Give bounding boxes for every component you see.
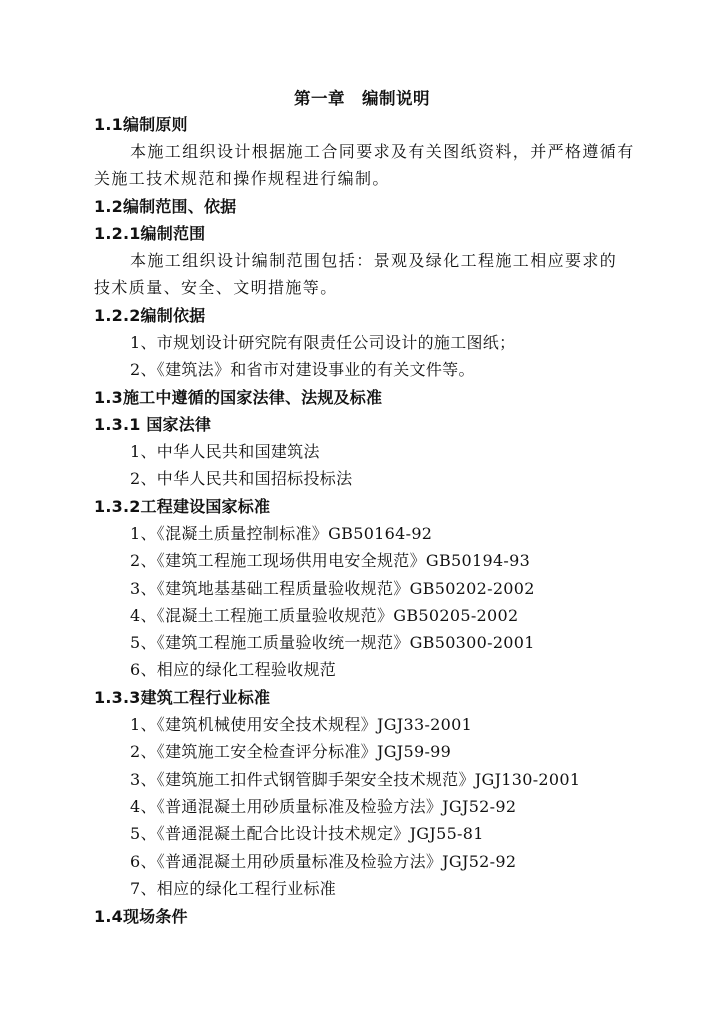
list-item: 1、《建筑机械使用安全技术规程》JGJ33-2001 <box>130 715 473 734</box>
list-item: 1、《混凝土质量控制标准》GB50164-92 <box>130 524 433 543</box>
list-item: 1、市规划设计研究院有限责任公司设计的施工图纸； <box>130 333 516 352</box>
list-item: 3、《建筑地基基础工程质量验收规范》GB50202-2002 <box>130 579 535 598</box>
list-item: 6、相应的绿化工程验收规范 <box>130 660 337 679</box>
heading-1-3: 1.3施工中遵循的国家法律、法规及标准 <box>94 388 383 407</box>
heading-1-2-2: 1.2.2编制依据 <box>94 306 206 325</box>
list-item: 1、中华人民共和国建筑法 <box>130 442 320 461</box>
paragraph-line: 关施工技术规范和操作规程进行编制。 <box>94 169 390 188</box>
list-item: 2、中华人民共和国招标投标法 <box>130 469 353 488</box>
paragraph-line: 本施工组织设计根据施工合同要求及有关图纸资料，并严格遵循有 <box>130 142 635 161</box>
heading-1-3-3: 1.3.3建筑工程行业标准 <box>94 688 271 707</box>
list-item: 2、《建筑施工安全检查评分标准》JGJ59-99 <box>130 742 452 761</box>
heading-1-2: 1.2编制范围、依据 <box>94 197 237 216</box>
list-item: 2、《建筑工程施工现场供用电安全规范》GB50194-93 <box>130 551 531 570</box>
heading-1-3-2: 1.3.2工程建设国家标准 <box>94 497 271 516</box>
list-item: 4、《混凝土工程施工质量验收规范》GB50205-2002 <box>130 606 519 625</box>
heading-1-2-1: 1.2.1编制范围 <box>94 224 206 243</box>
list-item: 4、《普通混凝土用砂质量标准及检验方法》JGJ52-92 <box>130 797 517 816</box>
chapter-title: 第一章 编制说明 <box>294 89 430 108</box>
list-item: 5、《建筑工程施工质量验收统一规范》GB50300-2001 <box>130 633 535 652</box>
list-item: 2、《建筑法》和省市对建设事业的有关文件等。 <box>130 360 475 379</box>
list-item: 3、《建筑施工扣件式钢管脚手架安全技术规范》JGJ130-2001 <box>130 770 581 789</box>
paragraph-line: 技术质量、安全、文明措施等。 <box>94 278 338 297</box>
list-item: 6、《普通混凝土用砂质量标准及检验方法》JGJ52-92 <box>130 852 517 871</box>
heading-1-1: 1.1编制原则 <box>94 115 188 134</box>
list-item: 5、《普通混凝土配合比设计技术规定》JGJ55-81 <box>130 824 484 843</box>
heading-1-3-1: 1.3.1 国家法律 <box>94 415 212 434</box>
paragraph-line: 本施工组织设计编制范围包括：景观及绿化工程施工相应要求的 <box>130 251 618 270</box>
list-item: 7、相应的绿化工程行业标准 <box>130 879 337 898</box>
heading-1-4: 1.4现场条件 <box>94 907 188 926</box>
